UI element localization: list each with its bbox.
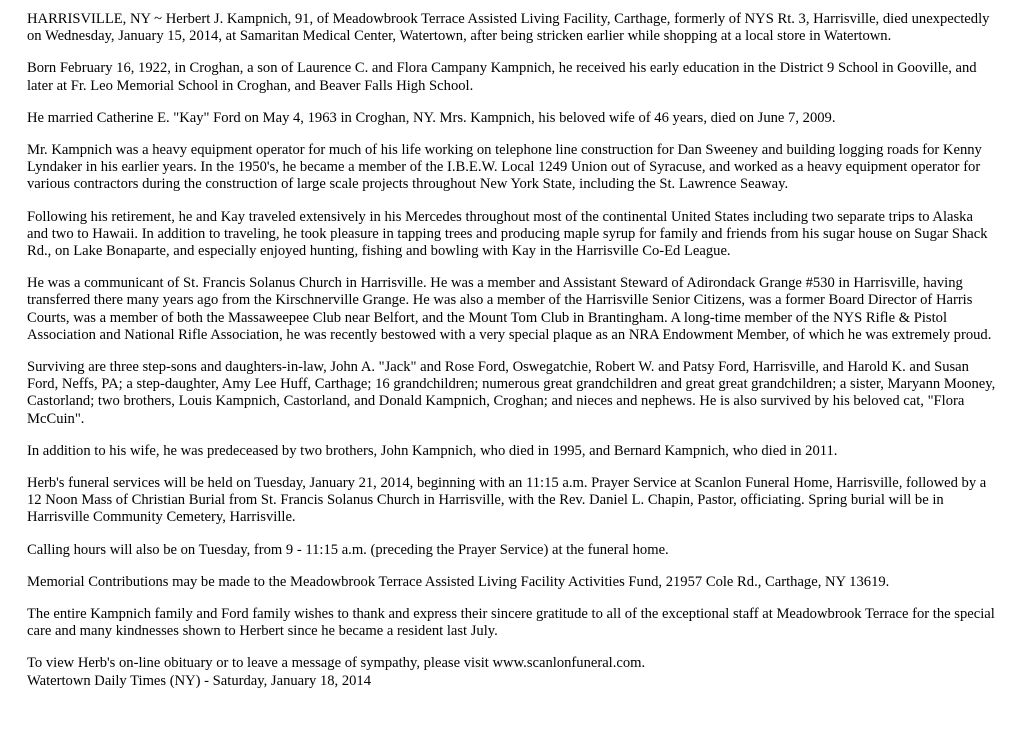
obituary-paragraph-funeral-services: Herb's funeral services will be held on Tuesday, January 21, 2014, beginning with an 11:15 a.m. Prayer Service at Scanlon Funeral Home, Harrisville, followed by a 12 Noon Mass of Christian Burial from St. Francis Solanus Church in Harrisville, with the Rev. Daniel L. Chapin, Pastor, officiating. Spring burial will be in Harrisville Community Cemetery, Harrisville. — [27, 475, 987, 526]
obituary-paragraph-death-notice: HARRISVILLE, NY ~ Herbert J. Kampnich, 91, of Meadowbrook Terrace Assisted Living Facility, Carthage, formerly of NYS Rt. 3, Harrisville, died unexpectedly on Wednesday, January 15, 2014, at Samaritan Medical Center, Watertown, after being stricken earlier while shopping at a local store in Watertown. — [27, 11, 990, 45]
obituary-paragraph-predeceased: In addition to his wife, he was predeceased by two brothers, John Kampnich, who died in 1995, and Bernard Kampnich, who died in 2011. — [27, 442, 838, 459]
obituary-paragraph-thanks: The entire Kampnich family and Ford family wishes to thank and express their sincere gratitude to all of the exceptional staff at Meadowbrook Terrace for the special care and many kindnesses shown to Herbert since he became a resident last July. — [27, 606, 995, 640]
obituary-paragraph-calling-hours: Calling hours will also be on Tuesday, from 9 - 11:15 a.m. (preceding the Prayer Service) at the funeral home. — [27, 541, 669, 558]
obituary-closing-line: To view Herb's on-line obituary or to leave a message of sympathy, please visit www.scanlonfuneral.com. — [27, 655, 646, 672]
obituary-paragraph-survivors: Surviving are three step-sons and daughters-in-law, John A. "Jack" and Rose Ford, Oswegatchie, Robert W. and Patsy Ford, Harrisville, and Harold K. and Susan Ford, Neffs, PA; a step-daughter, Amy Lee Huff, Carthage; 16 grandchildren; numerous great grandchildren and great great grandchildren; a sister, Maryann Mooney, Castorland; two brothers, Louis Kampnich, Castorland, and Donald Kampnich, Croghan; and nieces and nephews. He is also survived by his beloved cat, "Flora McCuin". — [27, 359, 996, 427]
obituary-paragraph-retirement: Following his retirement, he and Kay traveled extensively in his Mercedes throughout most of the continental United States including two separate trips to Alaska and two to Hawaii. In addition to traveling, he took pleasure in tapping trees and producing maple syrup for family and friends from his sugar house on Sugar Shack Rd., on Lake Bonaparte, and especially enjoyed hunting, fishing and bowling with Kay in the Harrisville Co-Ed League. — [27, 208, 988, 260]
obituary-paragraph-marriage: He married Catherine E. "Kay" Ford on May 4, 1963 in Croghan, NY. Mrs. Kampnich, his beloved wife of 46 years, died on June 7, 2009. — [27, 109, 836, 126]
obituary-paragraph-memorial-contributions: Memorial Contributions may be made to the Meadowbrook Terrace Assisted Living Facility Activities Fund, 21957 Cole Rd., Carthage, NY 13619. — [27, 573, 890, 590]
obituary-paragraph-early-life: Born February 16, 1922, in Croghan, a son of Laurence C. and Flora Campany Kampnich, he received his early education in the District 9 School in Gooville, and later at Fr. Leo Memorial School in Croghan, and Beaver Falls High School. — [27, 60, 977, 94]
obituary-source-line: Watertown Daily Times (NY) - Saturday, January 18, 2014 — [27, 672, 372, 689]
obituary-text — [27, 11, 997, 690]
obituary-paragraph-career: Mr. Kampnich was a heavy equipment operator for much of his life working on telephone line construction for Dan Sweeney and building logging roads for Kenny Lyndaker in his earlier years. In the 1950's, he became a member of the I.B.E.W. Local 1249 Union out of Syracuse, and worked as a heavy equipment operator for various contractors during the construction of large scale projects throughout New York State, including the St. Lawrence Seaway. — [27, 142, 982, 193]
obituary-paragraph-memberships: He was a communicant of St. Francis Solanus Church in Harrisville. He was a member and Assistant Steward of Adirondack Grange #530 in Harrisville, having transferred there many years ago from the Kirschnerville Grange. He was also a member of the Harrisville Senior Citizens, was a former Board Director of Harris Courts, was a member of both the Massaweepee Club near Belfort, and the Mount Tom Club in Brantingham. A long-time member of the NYS Rifle & Pistol Association and National Rifle Association, he was recently bestowed with a very special plaque as an NRA Endowment Member, of which he was extremely proud. — [27, 275, 992, 343]
